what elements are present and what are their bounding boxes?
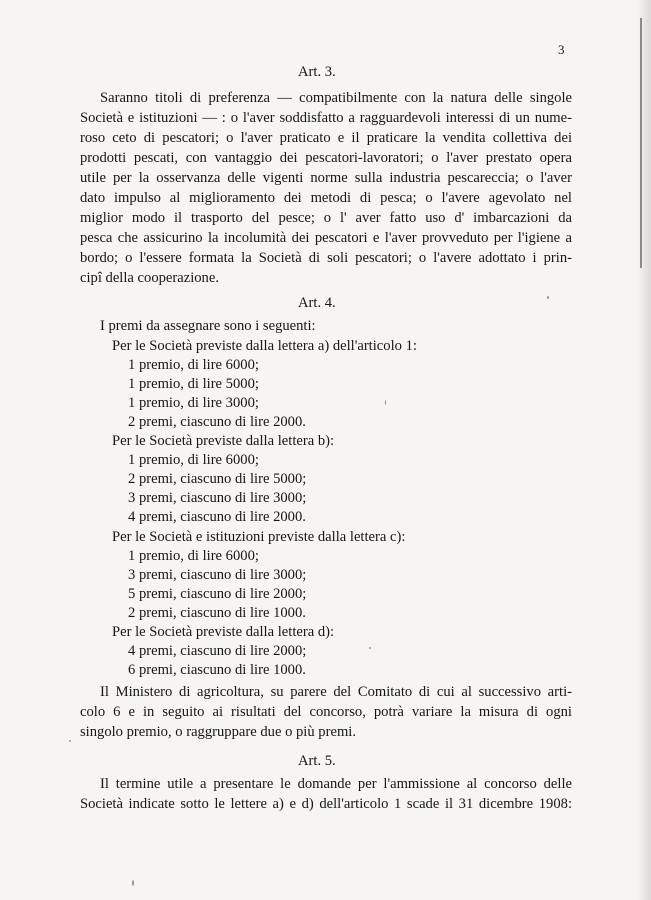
art5-line: Società indicate sotto le lettere a) e d) dell'articolo 1 scade il 31 dicembre 1908: (80, 796, 572, 812)
prize-item: 1 premio, di lire 3000; (128, 395, 259, 411)
art3-line: Saranno titoli di preferenza — compatibilmente con la natura delle singole (100, 90, 572, 106)
art4-group-title: Per le Società previste dalla lettera b): (112, 433, 335, 449)
scan-speck (385, 400, 386, 405)
art3-line: Società e istituzioni — : o l'aver soddisfatto a ragguardevoli interessi di un nume- (80, 110, 572, 126)
art3-line: miglior modo il trasporto del pesce; o l' aver fatto uso d' imbarcazioni da (80, 210, 572, 226)
scan-speck (369, 647, 371, 649)
prize-item: 1 premio, di lire 6000; (128, 548, 259, 564)
art3-line: cipî della cooperazione. (80, 270, 219, 286)
prize-item: 2 premi, ciascuno di lire 5000; (128, 471, 307, 487)
scan-speck (132, 880, 134, 886)
prize-item: 4 premi, ciascuno di lire 2000. (128, 509, 306, 525)
prize-item: 3 premi, ciascuno di lire 3000; (128, 490, 307, 506)
prize-item: 6 premi, ciascuno di lire 1000. (128, 662, 306, 678)
art3-line: bordo; o l'essere formata la Società di soli pescatori; o l'avere adottato i prin- (80, 250, 572, 266)
page-number: 3 (558, 42, 565, 57)
prize-item: 1 premio, di lire 6000; (128, 357, 259, 373)
art4-closing-line: singolo premio, o raggruppare due o più premi. (80, 724, 356, 740)
art3-line: utile per la osservanza delle vigenti norme sulla industria pescareccia; o l'aver (80, 170, 572, 186)
art3-heading: Art. 3. (298, 64, 336, 80)
art4-group-title: Per le Società previste dalla lettera a) dell'articolo 1: (112, 338, 417, 354)
art4-closing-line: colo 6 e in seguito ai risultati del concorso, potrà variare la misura di ogni (80, 704, 572, 720)
art5-line: Il termine utile a presentare le domande per l'ammissione al concorso delle (100, 776, 572, 792)
art3-line: pesca che assicurino la incolumità dei pescatori e l'aver provveduto per l'igiene a (80, 230, 572, 246)
prize-item: 1 premio, di lire 6000; (128, 452, 259, 468)
art4-closing-line: Il Ministero di agricoltura, su parere del Comitato di cui al successivo arti- (100, 684, 572, 700)
scan-speck (69, 740, 71, 742)
prize-item: 3 premi, ciascuno di lire 3000; (128, 567, 307, 583)
art4-group-title: Per le Società previste dalla lettera d): (112, 624, 335, 640)
prize-item: 5 premi, ciascuno di lire 2000; (128, 586, 307, 602)
prize-item: 4 premi, ciascuno di lire 2000; (128, 643, 307, 659)
page-edge-line (640, 18, 642, 268)
art4-heading: Art. 4. (298, 295, 336, 311)
art5-heading: Art. 5. (298, 753, 336, 769)
scan-speck (547, 296, 549, 299)
art3-line: dato impulso al miglioramento dei metodi di pesca; o l'avere agevolato nel (80, 190, 572, 206)
prize-item: 2 premi, ciascuno di lire 1000. (128, 605, 306, 621)
art4-intro: I premi da assegnare sono i seguenti: (100, 318, 316, 334)
prize-item: 1 premio, di lire 5000; (128, 376, 259, 392)
art3-line: prodotti pescati, con vantaggio dei pescatori-lavoratori; o l'aver prestato opera (80, 150, 572, 166)
prize-item: 2 premi, ciascuno di lire 2000. (128, 414, 306, 430)
art4-group-title: Per le Società e istituzioni previste dalla lettera c): (112, 529, 406, 545)
art3-line: roso ceto di pescatori; o l'aver praticato e il praticare la vendita collettiva dei (80, 130, 572, 146)
